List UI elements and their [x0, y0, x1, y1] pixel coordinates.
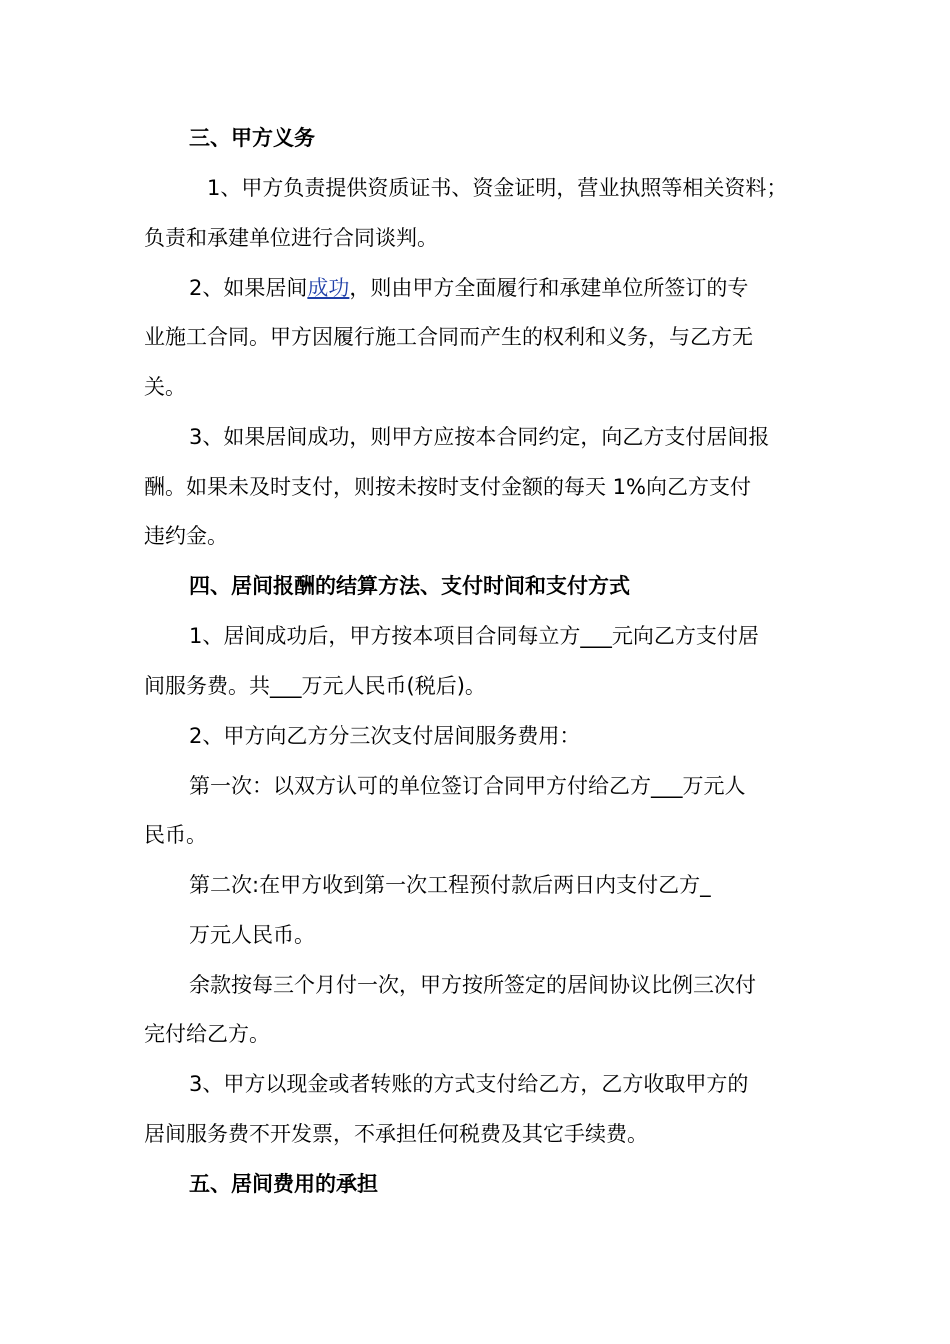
section-three-p1-line1: 1、甲方负责提供资质证书、资金证明，营业执照等相关资料； [207, 176, 788, 200]
section-four-p2-line1: 2、甲方向乙方分三次支付居间服务费用： [189, 724, 581, 748]
section-four-p1-line2: 间服务费。共___万元人民币(税后)。 [144, 674, 486, 698]
p2-text-a: 2、如果居间 [189, 276, 308, 300]
section-three-p1-line2: 负责和承建单位进行合同谈判。 [144, 226, 438, 250]
p2-text-b: ，则由甲方全面履行和承建单位所签订的专 [349, 276, 749, 300]
remaining-payment-line1: 余款按每三个月付一次，甲方按所签定的居间协议比例三次付 [189, 973, 756, 997]
section-three-p3-line1: 3、如果居间成功，则甲方应按本合同约定，向乙方支付居间报 [189, 425, 770, 449]
section-five-heading: 五、居间费用的承担 [189, 1172, 378, 1196]
section-four-p1-line1: 1、居间成功后，甲方按本项目合同每立方___元向乙方支付居 [189, 624, 759, 648]
section-three-p3-line2: 酬。如果未及时支付，则按未按时支付金额的每天 1%向乙方支付 [144, 475, 751, 499]
second-payment-line1: 第二次:在甲方收到第一次工程预付款后两日内支付乙方_ [189, 873, 711, 897]
section-three-p2-line1 [189, 274, 950, 302]
section-four-p3-line2: 居间服务费不开发票，不承担任何税费及其它手续费。 [144, 1122, 648, 1146]
first-payment-line2: 民币。 [144, 823, 207, 847]
success-link[interactable]: 成功 [307, 276, 350, 300]
section-four-heading: 四、居间报酬的结算方法、支付时间和支付方式 [189, 574, 630, 598]
remaining-payment-line2: 完付给乙方。 [144, 1022, 270, 1046]
section-four-p3-line1: 3、甲方以现金或者转账的方式支付给乙方，乙方收取甲方的 [189, 1072, 749, 1096]
section-three-p2-line3: 关。 [144, 375, 186, 399]
section-three-p2-line2: 业施工合同。甲方因履行施工合同而产生的权利和义务，与乙方无 [144, 325, 753, 349]
section-three-p3-line3: 违约金。 [144, 524, 228, 548]
section-three-heading: 三、甲方义务 [189, 126, 315, 150]
second-payment-line2: 万元人民币。 [189, 923, 315, 947]
first-payment-line1: 第一次：以双方认可的单位签订合同甲方付给乙方___万元人 [189, 774, 746, 798]
